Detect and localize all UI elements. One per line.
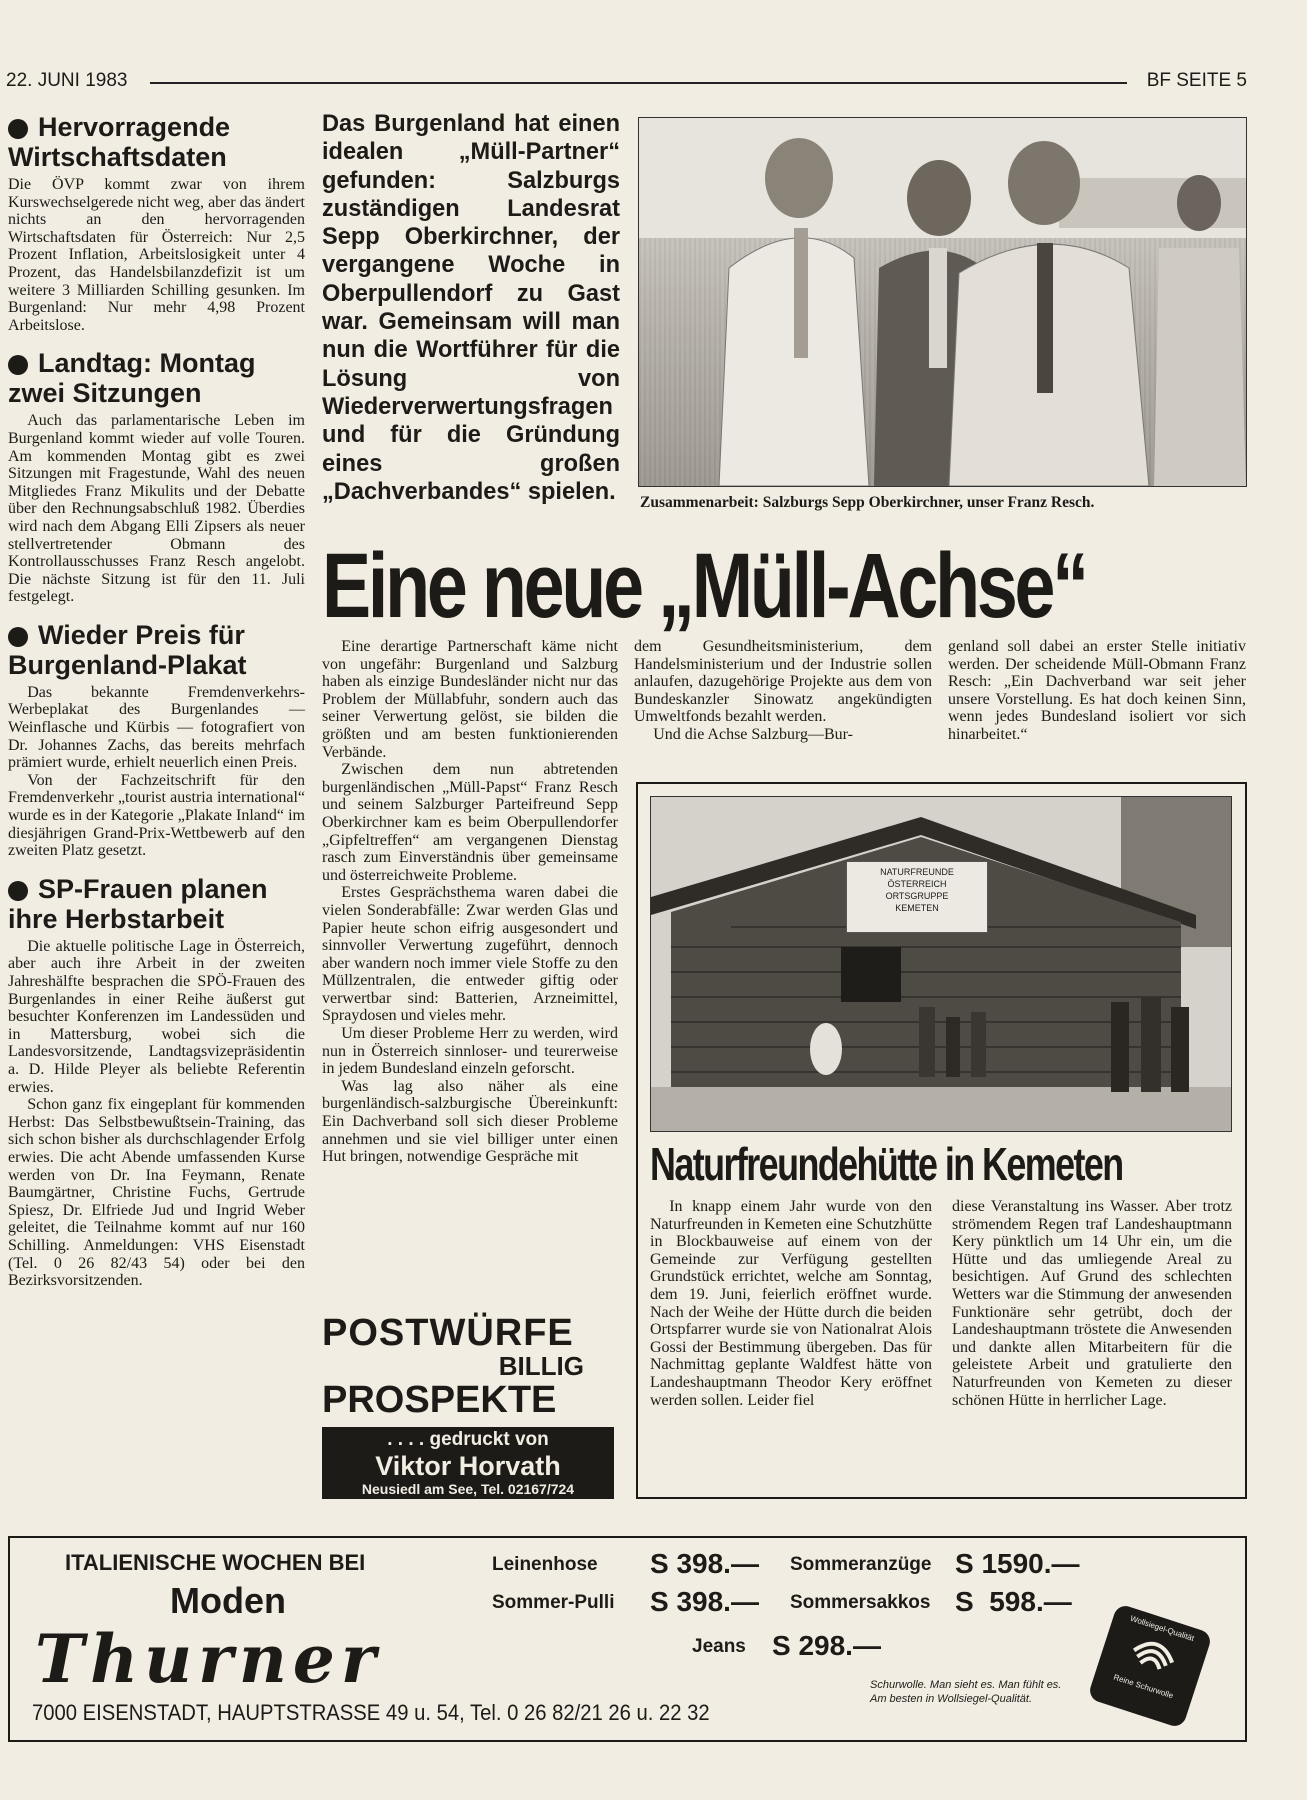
page-number: BF SEITE 5 [1146,70,1247,91]
news-heading: Wieder Preis für Burgenland-Plakat [8,619,247,680]
naturfreunde-sign: NATURFREUNDE ÖSTERREICH ORTSGRUPPE KEMETEN [846,861,988,933]
bullet-icon [8,355,28,375]
item-name: Jeans [692,1636,746,1657]
left-column [8,112,305,1290]
item-price: S 598.— [955,1586,1072,1617]
ad-line: BILLIG [498,1351,584,1381]
item-price: S 1590.— [955,1548,1080,1579]
hut-article-box [636,782,1247,1499]
article-paragraph: dem Gesundheitsministerium, dem Handelsministerium und der Industrie sollen anlaufen, dazugehörige Projekte aus dem von Bundeskanzler Sinowatz angekündigten Umweltfonds bezahlt werden. [634,638,932,726]
ad-line: PROSPEKTE [322,1379,557,1421]
hut-column-2 [952,1198,1232,1409]
item-name: Sommersakkos [790,1592,931,1613]
article-paragraph: Um dieser Probleme Herr zu werden, wird nun in Österreich sinnloser- und teurerweise in jedem Bundesland einzeln geforscht. [322,1025,618,1078]
hut-illustration [651,797,1231,1131]
article-column-1 [322,638,618,1166]
article-column-2 [634,638,932,744]
photo-caption: Zusammenarbeit: Salzburgs Sepp Oberkirchner, unser Franz Resch. [640,494,1095,511]
article-paragraph: Und die Achse Salzburg—Bur- [653,725,853,743]
hut-paragraph: In knapp einem Jahr wurde von den Naturfreunden in Kemeten eine Schutzhütte in Blockbauweise auf einem von der Gemeinde zur Verfügung gestellten Grundstück errichtet, welche am Sonntag, dem 19. Juni, feierlich eröffnet wurde. Nach der Weihe der Hütte durch die beiden Ortspfarrer wurde sie von Nationalrat Alois Gossi der Bestimmung übergeben. Das für Nachmittag geplante Waldfest hätte von Landeshauptmann Theodor Kery eröffnet werden sollen. Leider fiel [650,1198,932,1409]
ad-banner: . . . . gedruckt von Viktor Horvath Neusiedl am See, Tel. 02167/724 [322,1427,614,1499]
hut-column-1 [650,1198,932,1409]
article-paragraph: Was lag also näher als eine burgenländisch-salzburgische Übereinkunft: Ein Dachverband soll sich dieser Probleme annehmen und sie viel billiger unter einen Hut bringen, notwendige Gespräche mit [322,1077,618,1166]
news-item [8,874,305,1290]
photo-hut [650,796,1232,1132]
ad-address: 7000 EISENSTADT, HAUPTSTRASSE 49 u. 54, Tel. 0 26 82/21 26 u. 22 32 [32,1700,710,1725]
bullet-icon [8,627,28,647]
main-headline: Eine neue „Müll-Achse“ [322,535,1086,637]
ad-title: ITALIENISCHE WOCHEN BEI [65,1550,366,1575]
news-paragraph: Von der Fachzeitschrift für den Fremdenverkehr „tourist austria international“ wurde es in der Kategorie „Plakate Inland“ im diesjährigen Grand-Prix-Wettbewerb auf den zweiten Platz gesetzt. [8,771,305,860]
issue-date: 22. JUNI 1983 [6,70,128,91]
ad-subtitle: Moden [170,1580,286,1621]
news-heading: SP-Frauen planen ihre Herbstarbeit [8,873,268,934]
news-paragraph: Das bekannte Fremdenverkehrs-Werbeplakat des Burgenlandes — Weinflasche und Kürbis — fotografiert von Dr. Johannes Zachs, das bereits mehrfach prämiert wurde, erhielt neuerlich einen Preis. [8,683,305,772]
news-heading: Hervorragende Wirtschaftsdaten [8,112,231,172]
hut-headline: Naturfreundehütte in Kemeten [650,1138,1123,1190]
news-paragraph: Die ÖVP kommt zwar von ihrem Kurswechselgerede nicht weg, aber das ändert nichts an den hervorragenden Wirtschaftsdaten für Österreich: Nur 2,5 Prozent Inflation, Arbeitslosigkeit unter 4 Prozent, das Handelsbilanzdefizit ist um weitere 3 Milliarden Schilling gesunken. Im Burgenland: Nur mehr 4,98 Prozent Arbeitslose. [8,176,305,334]
brand-logo: Thurner [35,1620,382,1698]
article-paragraph: Eine derartige Partnerschaft käme nicht von ungefähr: Burgenland und Salzburg haben als einzige Bundesländer nicht nur das Problem der Müllabfuhr, sondern auch das seiner Verwertung gelöst, sie bilden die größten und am besten funktionierenden Verbände. [322,638,618,761]
article-paragraph: genland soll dabei an erster Stelle initiativ werden. Der scheidende Müll-Obmann Franz Resch: „Ein Dachverband war seit jeher unsere Vorstellung. Es hat doch keinen Sinn, wenn jedes Bundesland isoliert vor sich hinarbeitet.“ [948,638,1246,743]
thurner-ad [8,1536,1247,1742]
lead-text: Das Burgenland hat einen idealen „Müll-Partner“ gefunden: Salzburgs zuständigen Landesrat Sepp Oberkirchner, der vergangene Woche in Oberpullendorf zu Gast war. Gemeinsam will man nun die Wortführer für die Lösung von Wiederverwertungsfragen und für die Gründung eines großen „Dachverbandes“ spielen. [322,111,620,505]
woolmark-tag: Wollsiegel-Qualität Reine Schurwolle [1087,1603,1213,1729]
item-name: Sommer-Pulli [492,1592,615,1613]
item-name: Sommeranzüge [790,1554,932,1575]
news-item [8,112,305,334]
item-price: S 298.— [772,1630,881,1661]
postwuerfe-ad [322,1313,614,1500]
news-paragraph: Schon ganz fix eingeplant für kommenden Herbst: Das Selbstbewußtsein-Training, das sich schon bisher als durchschlagender Erfolg erwies. Die acht Abende umfassenden Kurse werden von Dr. Ina Feymann, Renate Baumgärtner, Christine Fuchs, Gertrude Spiesz, Dr. Elfriede Jud und Ingrid Weber geleitet, die Teilnahme kommt auf nur 160 Schilling. Anmeldungen: VHS Eisenstadt (Tel. 0 26 82/43 54) oder bei den Bezirksvorsitzenden. [8,1096,305,1290]
photo-officials [638,117,1247,487]
article-paragraph: Erstes Gesprächsthema waren dabei die vielen Sonderabfälle: Zwar werden Glas und Papier heute schon eifrig ausgesondert und sinnvoller Verwertung zugeführt, dennoch aber wandern noch immer viele Stoffe zu den Müllzentralen, die entweder giftig oder verwertbar sind: Batterien, Arzneimittel, Spraydosen und vieles mehr. [322,884,618,1025]
officials-illustration [639,118,1246,486]
bullet-icon [8,119,28,139]
hut-paragraph: diese Veranstaltung ins Wasser. Aber trotz strömendem Regen traf Landeshauptmann Kery pünktlich um 14 Uhr ein, um die Hütte und das umliegende Areal zu besichtigen. Auf Grund des schlechten Wetters war die Stimmung der anwesenden Funktionäre sehr getrübt, doch der Landeshauptmann tröstete die Anwesenden und dankte allen Mitarbeitern für die geleistete Arbeit und gratulierte den Naturfreunden von Kemeten zu dieser schönen Hütte in herrlicher Lage. [952,1198,1232,1409]
news-item [8,348,305,606]
item-price: S 398.— [650,1586,759,1617]
article-paragraph: Zwischen dem nun abtretenden burgenländischen „Müll-Papst“ Franz Resch und seinem Salzburger Parteifreund Sepp Oberkirchner kam es beim Oberpullendorfer „Gipfeltreffen“ am vergangenen Dienstag rasch zum Einverständnis über gemeinsame und österreichweite Probleme. [322,761,618,884]
news-heading: Landtag: Montag zwei Sitzungen [8,348,256,409]
header-rule [150,82,1127,84]
news-paragraph: Die aktuelle politische Lage in Österreich, aber auch ihre Arbeit in der zweiten Jahreshälfte besprachen die SPÖ-Frauen des Burgenlandes in einer Reihe äußerst gut besuchter Konferenzen im Landessüden und in Mattersburg, wobei sich die Landesvorsitzende, Landtagsvizepräsidentin a. D. Hilde Pleyer als beliebte Referentin erwies. [8,937,305,1096]
item-name: Leinenhose [492,1554,598,1575]
news-paragraph: Auch das parlamentarische Leben im Burgenland kommt wieder auf volle Touren. Am kommenden Montag gibt es zwei Sitzungen mit Fragestunde, Wahl des neuen Mitgliedes Franz Mikulits und der Debatte über den Rechnungsabschluß 1982. Überdies wird nach dem Abgang Elli Zipsers als neuer stellvertretender Obmann des Kontrollausschusses Franz Resch angelobt. Die nächste Sitzung ist für den 11. Juli festgelegt. [8,412,305,606]
article-column-3 [948,638,1246,744]
item-price: S 398.— [650,1548,759,1579]
news-item [8,620,305,860]
ad-line: POSTWÜRFE [322,1312,574,1354]
bullet-icon [8,881,28,901]
wool-slogan: Schurwolle. Man sieht es. Man fühlt es. Am besten in Wollsiegel-Qualität. [870,1679,1062,1705]
